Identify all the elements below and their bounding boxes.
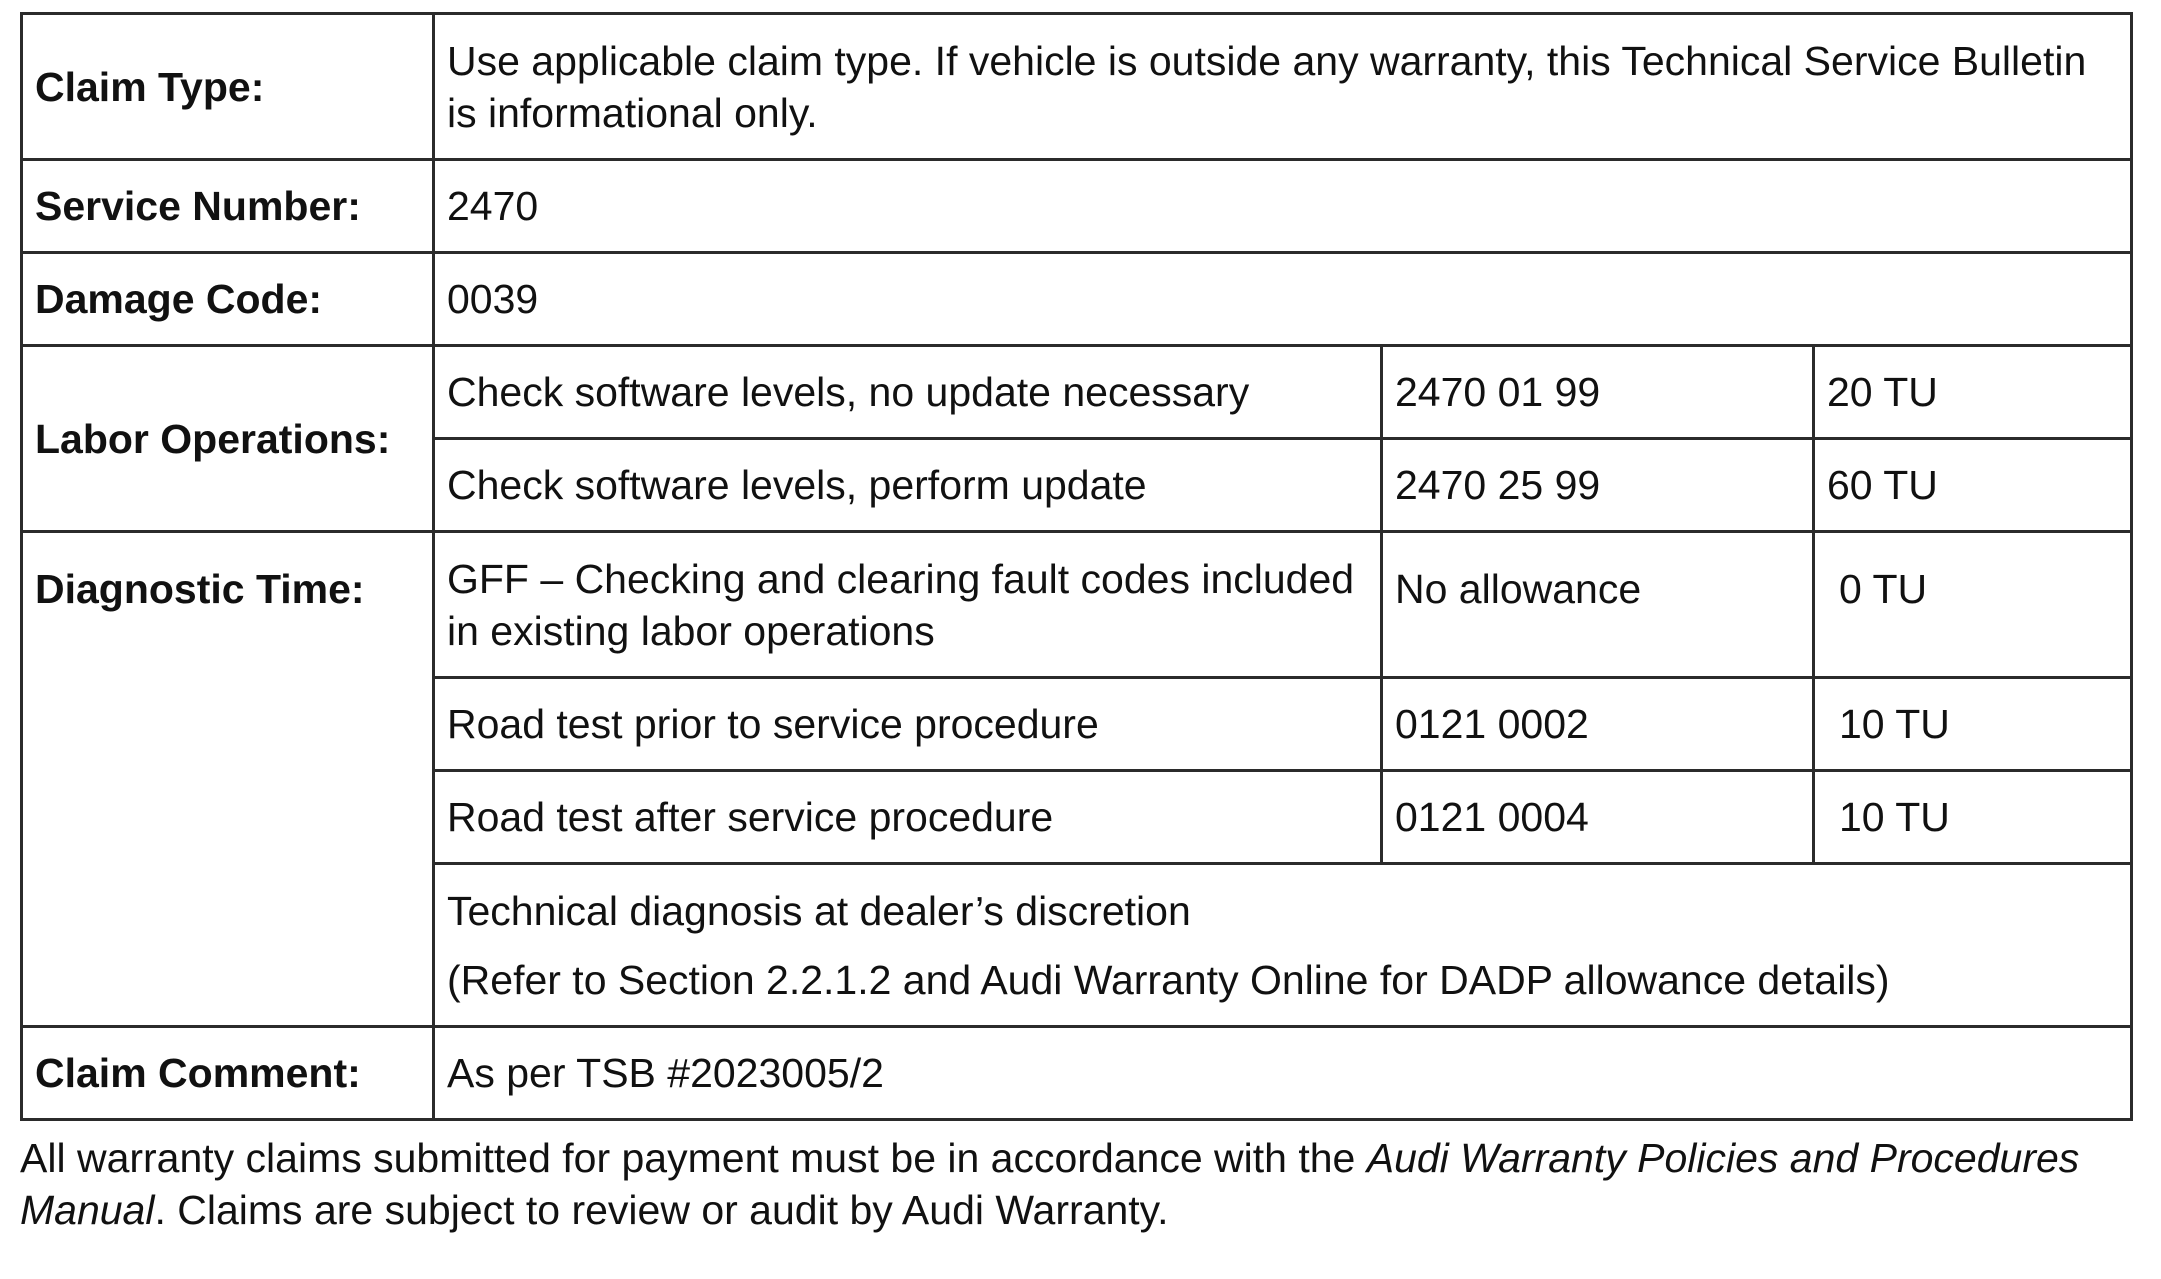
manual-title: Audi Warranty Policies and Procedures Manual — [20, 1135, 2080, 1233]
labor-operation-row — [22, 346, 2132, 439]
labor-operation-time: 60 TU — [1814, 439, 2132, 532]
labor-operation-description: Check software levels, perform update — [434, 439, 1382, 532]
claim-type-row — [22, 14, 2132, 160]
claim-comment-label: Claim Comment: — [22, 1027, 434, 1120]
service-number-label: Service Number: — [22, 160, 434, 253]
claim-comment-row — [22, 1027, 2132, 1120]
diagnostic-description: Road test prior to service procedure — [434, 678, 1382, 771]
warranty-footer-note — [20, 1132, 2138, 1236]
labor-operation-time: 20 TU — [1814, 346, 2132, 439]
labor-operation-description: Check software levels, no update necessary — [434, 346, 1382, 439]
service-number-value: 2470 — [434, 160, 2132, 253]
diagnostic-time: 10 TU — [1814, 678, 2132, 771]
labor-operation-code: 2470 25 99 — [1382, 439, 1814, 532]
diagnostic-code: 0121 0004 — [1382, 771, 1814, 864]
diagnostic-note-reference: (Refer to Section 2.2.1.2 and Audi Warranty Online for DADP allowance details) — [447, 956, 1890, 1003]
labor-operations-label: Labor Operations: — [22, 346, 434, 532]
diagnostic-time-label: Diagnostic Time: — [22, 532, 434, 1027]
footer-text-end: . Claims are subject to review or audit by Audi Warranty. — [154, 1187, 1169, 1233]
damage-code-label: Damage Code: — [22, 253, 434, 346]
diagnostic-note — [434, 864, 2132, 1027]
diagnostic-row — [22, 532, 2132, 678]
claim-type-text: Use applicable claim type. If vehicle is outside any warranty, this Technical Service Bulletin is informational only. — [434, 14, 2132, 160]
damage-code-row — [22, 253, 2132, 346]
claim-type-label: Claim Type: — [22, 14, 434, 160]
diagnostic-code: No allowance — [1382, 532, 1814, 678]
warranty-claim-table — [20, 12, 2133, 1121]
footer-text: All warranty claims submitted for payment must be in accordance with the — [20, 1135, 1367, 1181]
labor-operation-code: 2470 01 99 — [1382, 346, 1814, 439]
damage-code-value: 0039 — [434, 253, 2132, 346]
diagnostic-note-line: Technical diagnosis at dealer’s discretion — [447, 887, 1191, 934]
diagnostic-code: 0121 0002 — [1382, 678, 1814, 771]
diagnostic-description: Road test after service procedure — [434, 771, 1382, 864]
diagnostic-time: 10 TU — [1814, 771, 2132, 864]
service-number-row — [22, 160, 2132, 253]
diagnostic-description: GFF – Checking and clearing fault codes included in existing labor operations — [434, 532, 1382, 678]
diagnostic-time: 0 TU — [1814, 532, 2132, 678]
claim-comment-value: As per TSB #2023005/2 — [434, 1027, 2132, 1120]
